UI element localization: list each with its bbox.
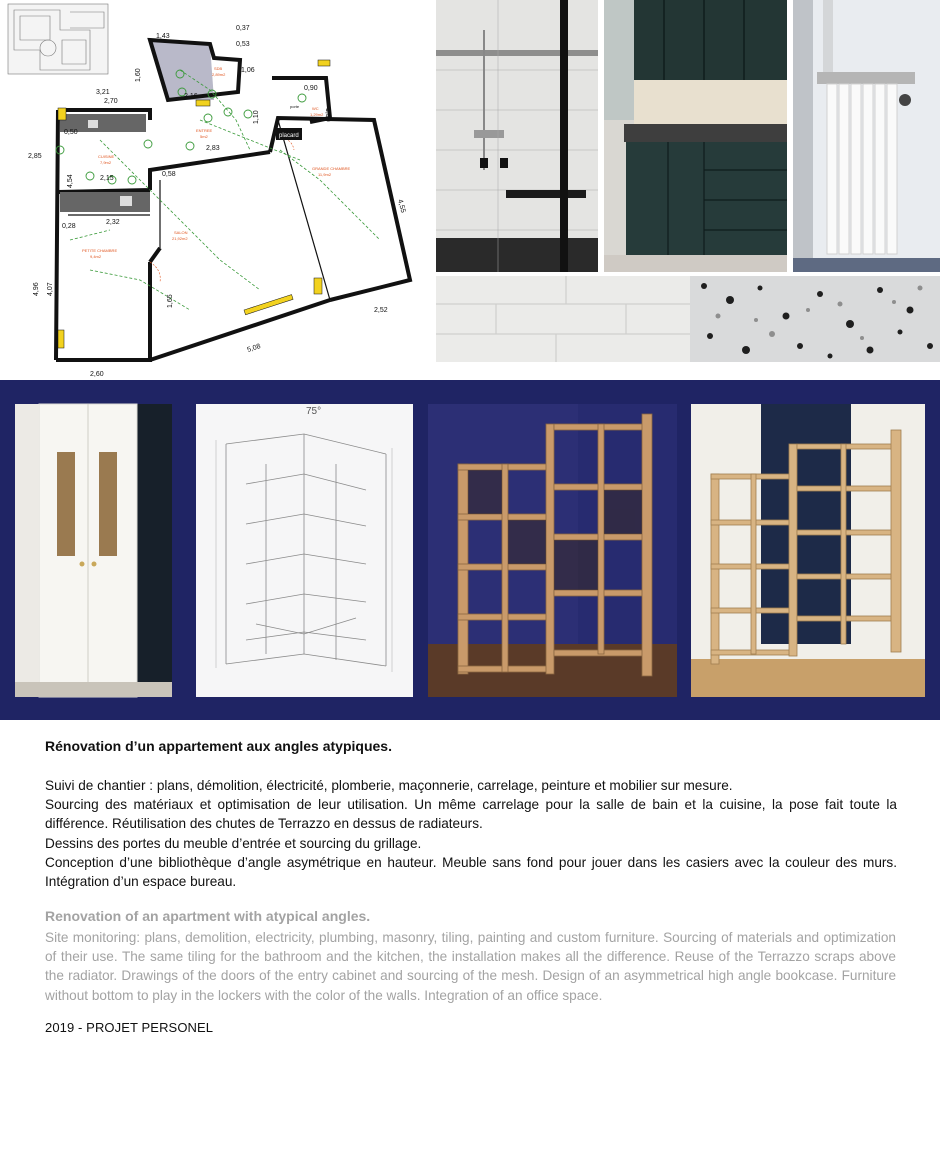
dim-label: 0,90 (304, 85, 318, 92)
dim-label: 1,06 (241, 67, 255, 74)
reference-plan-sketch (8, 4, 108, 74)
paragraph-french: Conception d’une bibliothèque d’angle asymétrique en hauteur. Meuble sans fond pour jouer dans les casiers avec la couleur des murs. Intégration d’un espace bureau. (45, 854, 897, 890)
dim-label: 0,50 (64, 129, 78, 136)
paragraph-french: Suivi de chantier : plans, démolition, électricité, plomberie, maçonnerie, carrelage, peinture et mobilier sur mesure. (45, 778, 733, 793)
dim-label: 2,60 (90, 371, 104, 378)
dim-label: 0,37 (236, 25, 250, 32)
dim-label: 1,43 (156, 33, 170, 40)
description-english: Site monitoring: plans, demolition, electricity, plumbing, masonry, tiling, painting and custom furniture. Sourcing of materials and optimization of their use. The same tiling for the bathroom and the kitchen, the installation makes all the difference. Reuse of the Terrazzo scraps above the radiator. Drawings of the doors of the entry cabinet and sourcing of the mesh. Design of an asymmetrical high angle bookcase. Furniture without bottom to play in the lockers with the color of the walls. Integration of an office space. (45, 930, 896, 1003)
room-label-salon: SALON (174, 230, 188, 235)
entry-cabinet-photo (15, 404, 172, 697)
dim-label: 4,54 (67, 174, 74, 188)
description-french (45, 776, 897, 891)
dim-label: 2,83 (206, 145, 220, 152)
dim-label: 0,58 (162, 171, 176, 178)
tile-photo (436, 276, 690, 362)
dim-label: 4,07 (47, 282, 54, 296)
room-area: 7,9m2 (100, 160, 112, 165)
dim-label: 4,55 (396, 198, 407, 214)
room-area: 5m2 (200, 134, 208, 139)
radiator-photo (793, 0, 940, 272)
room-area: 9,4m2 (90, 254, 102, 259)
dim-label: 2,85 (28, 153, 42, 160)
dim-label: 0,28 (62, 223, 76, 230)
bookcase-photo (691, 404, 925, 697)
dim-label: 2,32 (106, 219, 120, 226)
room-label-grande-chambre: GRANDE CHAMBRE (312, 166, 351, 171)
paragraph-french: Sourcing des matériaux et optimisation de leur utilisation. Un même carrelage pour la salle de bain et la cuisine, la pose fait toute la différence. Réutilisation des chutes de Terrazzo en dessus de radiateurs. (45, 797, 897, 832)
dim-label: 1,10 (253, 110, 260, 124)
project-footer: 2019 - PROJET PERSONEL (45, 1020, 214, 1035)
dim-label: 1,60 (135, 68, 142, 82)
sketch-angle-label: 75° (306, 406, 322, 417)
title-english: Renovation of an apartment with atypical angles. (45, 908, 371, 924)
kitchen-counter-bottom (60, 192, 150, 212)
bookcase-sketch (196, 404, 413, 697)
placard-label: placard (279, 133, 299, 139)
dim-label: 5,08 (246, 343, 262, 354)
floor-plan (0, 0, 422, 378)
room-label-cuisine: CUISINE (98, 154, 115, 159)
room-label-sdb: SDB (214, 66, 223, 71)
bookcase-render (428, 404, 677, 697)
dim-label: 0,53 (236, 41, 250, 48)
dim-label: 4,96 (33, 282, 40, 296)
shower-photo (436, 0, 598, 272)
room-area: 21,92m2 (172, 236, 188, 241)
room-label-entree: ENTREE (196, 128, 213, 133)
paragraph-french: Dessins des portes du meuble d’entrée et sourcing du grillage. (45, 835, 422, 851)
dim-label: 1,65 (167, 294, 174, 308)
kitchen-photo (604, 0, 787, 272)
room-area: 1,29m2 (310, 112, 324, 117)
porte-label: porte (290, 104, 300, 109)
dim-label: 2,16 (184, 93, 198, 100)
room-label-wc: WC (312, 106, 319, 111)
grande-chambre-walls (270, 118, 410, 300)
dim-label: 2,15 (100, 175, 114, 182)
dim-label: 3,21 (96, 89, 110, 96)
title-french: Rénovation d’un appartement aux angles atypiques. (45, 738, 392, 754)
room-area: 2,89m2 (212, 72, 226, 77)
room-label-petite-chambre: PETITE CHAMBRE (82, 248, 118, 253)
dim-label: 2,70 (104, 98, 118, 105)
dim-label: 2,52 (374, 307, 388, 314)
terrazzo-photo (690, 276, 940, 362)
room-area: 11,9m2 (318, 172, 332, 177)
dim-label: 1,50 (324, 108, 331, 122)
